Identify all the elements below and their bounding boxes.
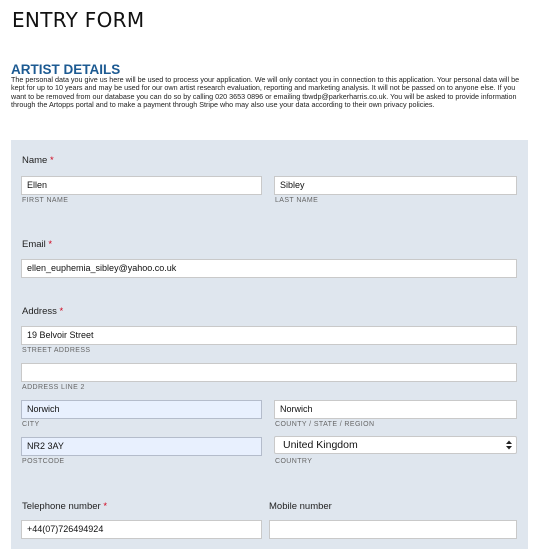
telephone-label — [22, 501, 107, 512]
required-marker: * — [59, 306, 64, 317]
page-title: ENTRY FORM — [12, 8, 145, 32]
address-label — [22, 306, 63, 317]
first-name-input[interactable]: Ellen — [21, 176, 262, 195]
street-address-sublabel: STREET ADDRESS — [22, 347, 91, 354]
select-updown-arrows-icon — [505, 439, 513, 451]
city-sublabel: CITY — [22, 421, 40, 428]
postcode-input[interactable]: NR2 3AY — [21, 437, 262, 456]
address-line2-input[interactable] — [21, 363, 517, 382]
required-marker: * — [48, 239, 53, 250]
name-label-text: Name — [22, 155, 48, 166]
county-sublabel: COUNTY / STATE / REGION — [275, 421, 375, 428]
last-name-input[interactable]: Sibley — [274, 176, 517, 195]
telephone-label-text: Telephone number — [22, 501, 101, 512]
street-address-input[interactable]: 19 Belvoir Street — [21, 326, 517, 345]
country-select-value: United Kingdom — [283, 439, 358, 451]
email-label-text: Email — [22, 239, 46, 250]
required-marker: * — [103, 501, 108, 512]
city-input[interactable]: Norwich — [21, 400, 262, 419]
first-name-sublabel: FIRST NAME — [22, 197, 69, 204]
address-line2-sublabel: ADDRESS LINE 2 — [22, 384, 85, 391]
name-label — [22, 155, 54, 166]
country-sublabel: COUNTRY — [275, 458, 313, 465]
privacy-notice: The personal data you give us here will be used to process your application. We will only contact you in connection to this application. Your personal data will be kept for up to 10 years and may be used for our own artist research evaluation, reporting and marketing analysis. It will not be passed on to anyone else. If you want to be removed from our database you can do so by calling 020 3653 0896 or emailing tbwdp@parkerharris.co.uk. You will be asked to provide information through the Artopps portal and to make a payment through Stripe who may also use your data according to their own privacy policies. — [11, 75, 520, 110]
email-label — [22, 239, 52, 250]
address-label-text: Address — [22, 306, 57, 317]
form-panel — [11, 140, 528, 549]
email-input[interactable]: ellen_euphemia_sibley@yahoo.co.uk — [21, 259, 517, 278]
section-heading-artist-details: ARTIST DETAILS — [11, 62, 121, 77]
required-marker: * — [49, 155, 54, 166]
last-name-sublabel: LAST NAME — [275, 197, 319, 204]
telephone-input[interactable]: +44(07)726494924 — [21, 520, 262, 539]
postcode-sublabel: POSTCODE — [22, 458, 65, 465]
mobile-input[interactable] — [269, 520, 517, 539]
county-input[interactable]: Norwich — [274, 400, 517, 419]
mobile-label: Mobile number — [269, 501, 332, 512]
country-select[interactable] — [274, 436, 517, 454]
